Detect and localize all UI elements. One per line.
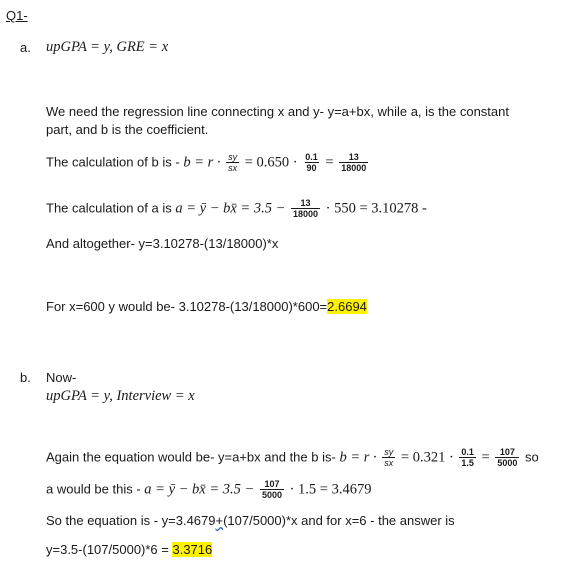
part-b-definition: upGPA = y, Interview = x <box>46 388 195 404</box>
a-fraction <box>291 198 320 220</box>
part-b-b-calculation <box>46 447 539 469</box>
b2-a-denominator: 5000 <box>261 490 282 501</box>
final-text: y=3.5-(107/5000)*6 = <box>46 542 173 557</box>
b2-result-denominator: 5000 <box>497 458 518 469</box>
part-a-intro-line1: We need the regression line connecting x and y- y=a+bx, while a, is the constant <box>46 104 509 119</box>
b-correlation-value: = 0.650 · <box>244 154 298 171</box>
part-a-definition: upGPA = y, GRE = x <box>46 39 169 55</box>
sx-denominator: sx <box>228 163 238 174</box>
question-heading: Q1- <box>6 8 28 23</box>
b2-a-formula: a = ȳ − bx̄ = 3.5 − <box>144 481 255 498</box>
b2-formula: b = r · <box>339 449 377 466</box>
b2-a-calc-label: a would be this - <box>46 481 141 497</box>
b-result-fraction <box>339 152 368 174</box>
b2-ratio-numerator: 0.1 <box>461 447 474 457</box>
part-b-a-calculation <box>46 479 371 501</box>
a-calc-label: The calculation of a is <box>46 200 172 216</box>
b2-result-numerator: 107 <box>499 447 515 457</box>
ratio-denominator: 90 <box>306 163 317 174</box>
so-word: so <box>525 449 539 465</box>
final-value-highlight: 3.3716 <box>172 542 213 557</box>
ratio-numerator: 0.1 <box>305 152 318 162</box>
b2-a-result: · 1.5 = 3.4679 <box>289 481 372 498</box>
b2-sy-over-sx-fraction <box>382 447 395 469</box>
sy-over-sx-fraction <box>226 152 239 174</box>
ratio-fraction <box>303 152 320 174</box>
b-result-denominator: 18000 <box>341 163 367 174</box>
sy-numerator: sy <box>228 152 238 162</box>
part-a-b-calculation <box>46 152 370 174</box>
part-a-altogether: And altogether- y=3.10278-(13/18000)*x <box>46 236 279 251</box>
part-a-intro-line2: part, and b is the coefficient. <box>46 122 209 137</box>
part-b-marker: b. <box>20 370 31 385</box>
prediction-value-highlight: 2.6694 <box>327 299 367 314</box>
b2-result-fraction <box>495 447 519 469</box>
b2-calc-label: Again the equation would be- y=a+bx and the b is- <box>46 449 336 465</box>
equation-plus-spellcheck: + <box>215 513 224 528</box>
equation-text-pre: So the equation is - y=3.4679 <box>46 513 216 528</box>
part-a-a-calculation <box>46 198 427 220</box>
a-result: · 550 = 3.10278 - <box>325 200 427 217</box>
equals-sign: = <box>325 154 334 171</box>
a-numerator: 13 <box>300 198 311 208</box>
part-b-final <box>46 542 212 558</box>
part-a-marker: a. <box>20 40 31 55</box>
equation-text-post: (107/5000)*x and for x=6 - the answer is <box>223 513 455 528</box>
b2-ratio-denominator: 1.5 <box>461 458 474 469</box>
b-result-numerator: 13 <box>348 152 359 162</box>
b2-ratio-fraction <box>459 447 476 469</box>
b-formula: b = r · <box>183 154 221 171</box>
a-denominator: 18000 <box>293 209 319 220</box>
b2-equals-sign: = <box>481 449 490 466</box>
part-b-equation <box>46 513 455 529</box>
part-b-now: Now- <box>46 370 77 385</box>
part-a-prediction <box>46 299 367 315</box>
b-calc-label: The calculation of b is - <box>46 154 180 170</box>
prediction-text: For x=600 y would be- 3.10278-(13/18000)*600= <box>46 299 328 314</box>
b2-a-numerator: 107 <box>264 479 280 489</box>
a-formula: a = ȳ − bx̄ = 3.5 − <box>175 200 286 217</box>
b2-a-fraction <box>260 479 284 501</box>
b2-sx-denominator: sx <box>384 458 394 469</box>
b2-correlation-value: = 0.321 · <box>400 449 454 466</box>
b2-sy-numerator: sy <box>384 447 394 457</box>
